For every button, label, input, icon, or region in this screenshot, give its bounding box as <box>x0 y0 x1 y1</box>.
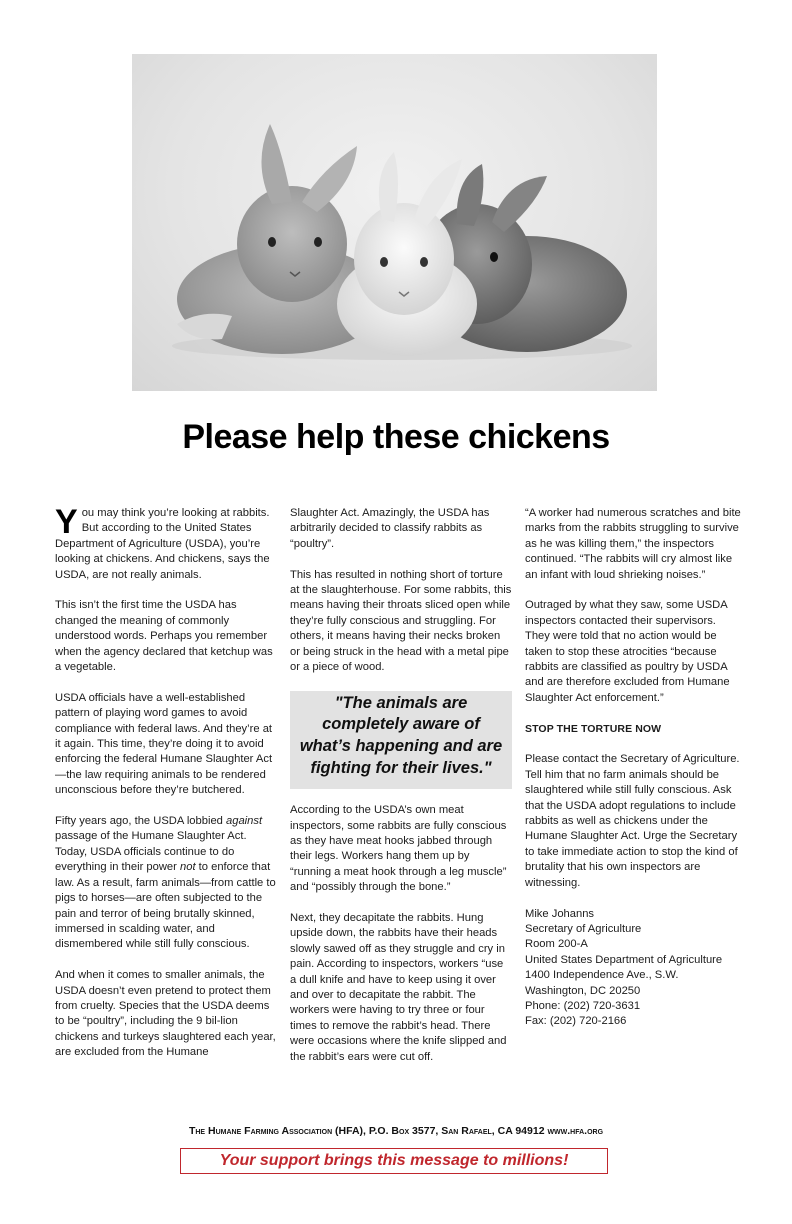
paragraph: Slaughter Act. Amazingly, the USDA has arbitrarily decided to classify rabbits as “poultry”. <box>290 507 490 550</box>
paragraph: According to the USDA’s own meat inspectors, some rabbits are fully conscious as they have meat hooks jabbed through their legs. Workers hang them up by “running a meat hook through a leg muscle” and “possibly through the bone.” <box>290 804 507 894</box>
paragraph-text: passage of the Humane Slaughter Act. Today, USDA officials continue to do everything in their power <box>55 830 247 874</box>
paragraph: Outraged by what they saw, some USDA inspectors contacted their supervisors. They were told that no action would be taken to stop these atrocities “because rabbits are classified as poultry by USDA and are therefore excluded from Humane Slaughter Act enforcement.” <box>525 599 730 704</box>
phone-number: Phone: (202) 720-3631 <box>525 999 641 1012</box>
paragraph <box>55 503 277 583</box>
drop-cap: Y <box>55 503 78 541</box>
paragraph-text: ou may think you’re looking at rabbits. But according to the United States Department of Agriculture (USDA), you’re looking at chickens. And chickens, says the USDA, are not really animals. <box>55 507 270 581</box>
fax-number: Fax: (202) 720-2166 <box>525 1015 627 1028</box>
address-line: Secretary of Agriculture <box>525 922 642 935</box>
emphasis: not <box>180 861 196 874</box>
mailing-address <box>525 907 741 1030</box>
rabbits-photo <box>132 54 657 391</box>
paragraph: USDA officials have a well-established pattern of playing word games to avoid compliance with federal laws. And they’re at it again. This time, they’re doing it to avoid enforcing the federal Humane Slaughter Act—the law requiring animals to be rendered unconscious before they’re butchered. <box>55 691 273 797</box>
paragraph: Next, they decapitate the rabbits. Hung upside down, the rabbits have their heads slowly sawed off as they struggle and cry in pain. According to inspectors, workers “use a dull knife and have to keep using it over and over to decapitate the rabbit. The workers were having to try three or four times to remove the rabbit’s head. There were occasions where the knife slipped and the rabbit’s ears were cut off. <box>290 912 507 1063</box>
emphasis: against <box>226 815 263 828</box>
address-line: Room 200-A <box>525 938 588 951</box>
address-line: 1400 Independence Ave., S.W. <box>525 969 679 982</box>
paragraph-text: to enforce that law. As a result, farm animals—from cattle to pigs to horses—are often subjected to the pain and terror of being brutally skinned, immersed in scalding water, and dismembered while still fully conscious. <box>55 861 276 951</box>
article-column-3 <box>525 506 741 1030</box>
address-line: Mike Johanns <box>525 907 595 920</box>
paragraph: And when it comes to smaller animals, the USDA doesn’t even pretend to protect them from cruelty. Species that the USDA deems to be “poultry”, including the 9 bil-lion chickens and turkeys slaughtered each year, are excluded from the Humane <box>55 969 276 1059</box>
address-line: United States Department of Agriculture <box>525 953 723 966</box>
support-banner: Your support brings this message to millions! <box>180 1148 608 1174</box>
headline: Please help these chickens <box>182 418 610 456</box>
paragraph: Please contact the Secretary of Agriculture. Tell him that no farm animals should be slaughtered while still fully conscious. Ask that the USDA adopt regulations to include rabbits as well as chickens under the Humane Slaughter Act. Urge the Secretary to take immediate action to stop the kind of brutality that his own inspectors are witnessing. <box>525 753 740 889</box>
paragraph <box>55 814 277 953</box>
section-heading: STOP THE TORTURE NOW <box>525 722 662 735</box>
organization-contact-line: The Humane Farming Association (HFA), P.O. Box 3577, San Rafael, CA 94912 www.hfa.org <box>188 1125 604 1137</box>
paragraph: This has resulted in nothing short of torture at the slaughterhouse. For some rabbits, this means having their throats sliced open while they’re fully conscious and struggling. For others, it means having their necks broken or being struck in the head with a metal pipe or a piece of wood. <box>290 568 512 674</box>
address-line: Washington, DC 20250 <box>525 984 641 997</box>
paragraph: “A worker had numerous scratches and bite marks from the rabbits struggling to survive as he was killing them,” the inspectors continued. “The rabbits will cry almost like an infant with loud shrieking noises.” <box>525 507 741 581</box>
paragraph-text: Fifty years ago, the USDA lobbied <box>55 815 227 828</box>
article-column-1 <box>55 503 277 1076</box>
pull-quote: "The animals are completely aware of what’s happening and are fighting for their lives." <box>290 691 512 789</box>
rabbits-illustration <box>132 54 657 391</box>
article-column-2 <box>290 506 512 1081</box>
paragraph: This isn’t the first time the USDA has changed the meaning of commonly understood words. Perhaps you remember when the agency declared that ketchup was a vegetable. <box>55 599 273 674</box>
